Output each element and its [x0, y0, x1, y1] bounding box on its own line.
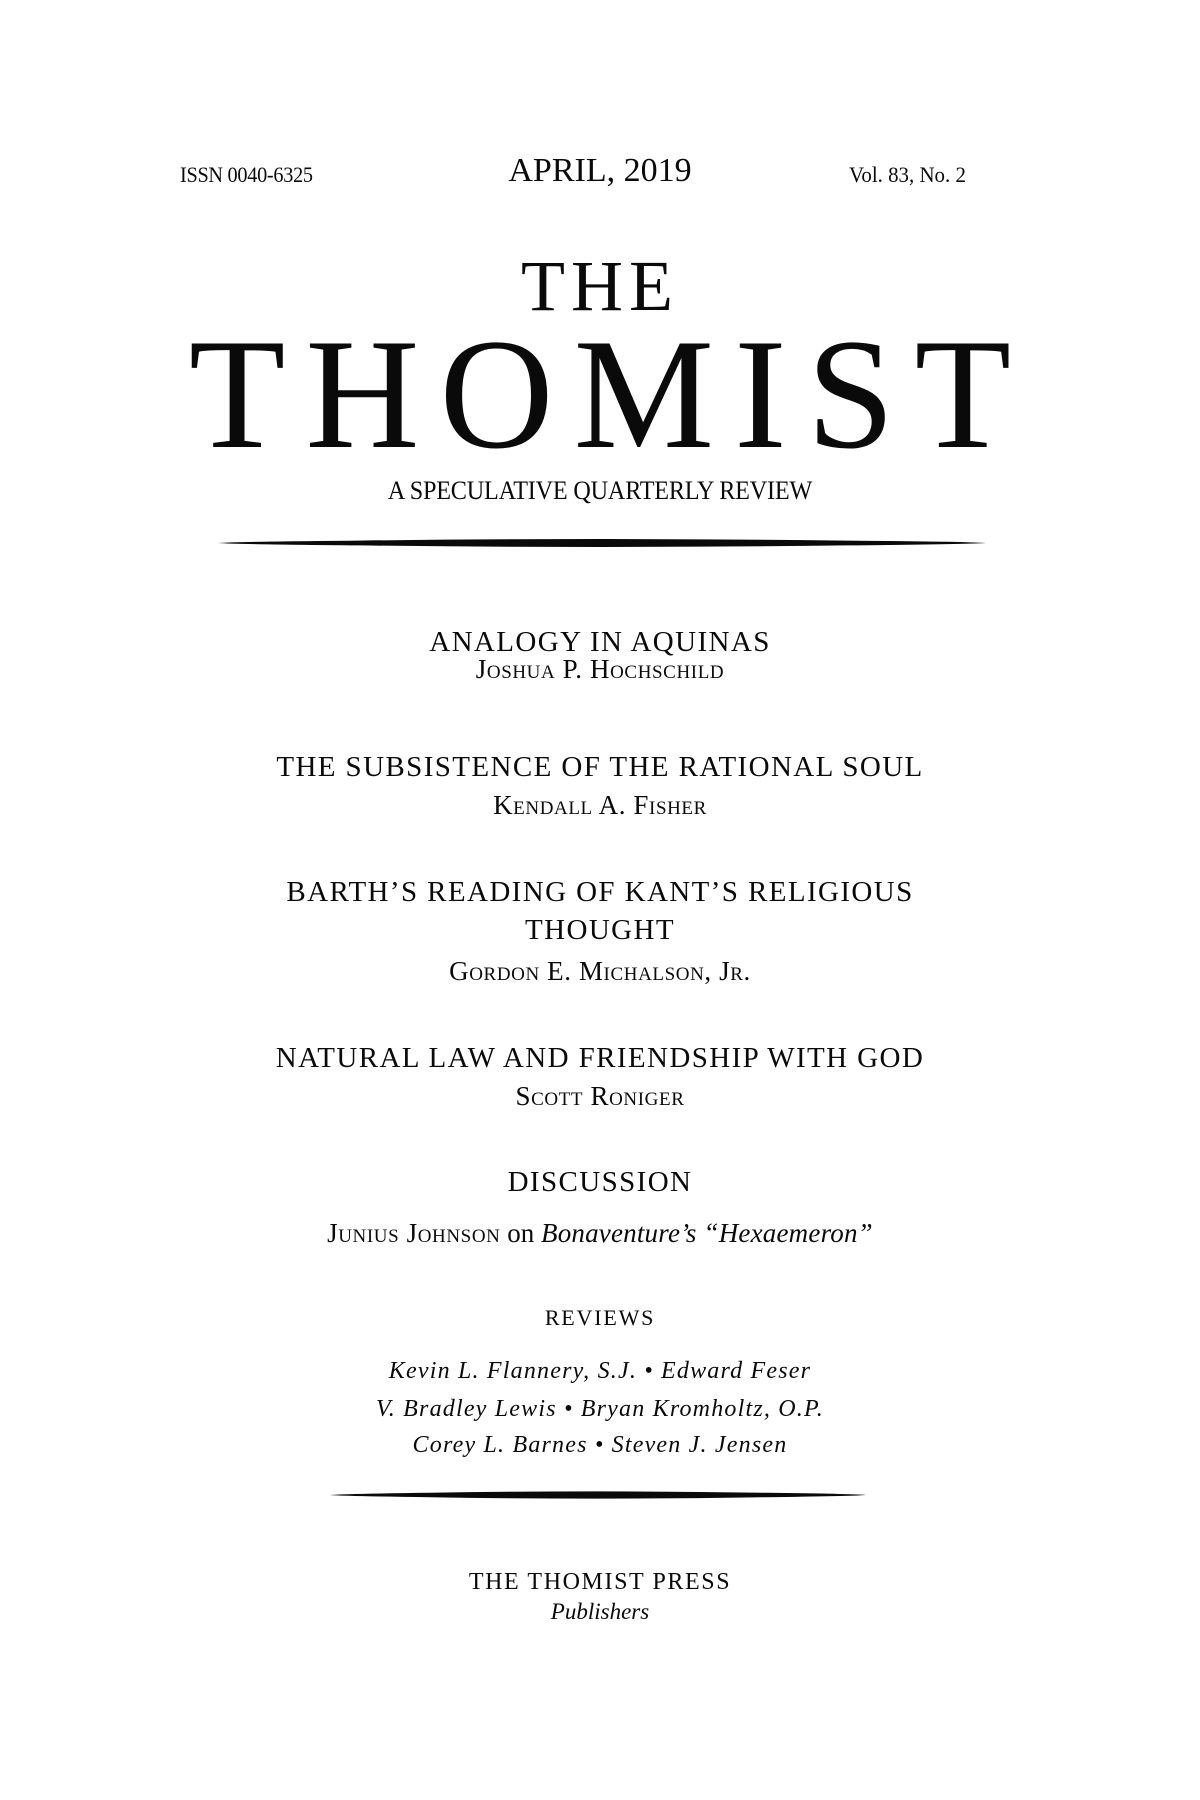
discussion-connector: on — [500, 1218, 541, 1248]
masthead-subtitle: A SPECULATIVE QUARTERLY REVIEW — [387, 476, 813, 505]
volume-number: Vol. 83, No. 2 — [849, 162, 966, 187]
publisher-role: Publishers — [550, 1599, 650, 1624]
article-author: Gordon E. Michalson, Jr. — [449, 956, 751, 986]
reviews-heading: REVIEWS — [544, 1305, 656, 1330]
discussion-work: Bonaventure’s “Hexaemeron” — [541, 1218, 873, 1248]
article-title: ANALOGY IN AQUINAS — [429, 626, 771, 658]
publisher-name: THE THOMIST PRESS — [468, 1569, 732, 1595]
discussion-line — [0, 1220, 1200, 1247]
article-author: Kendall A. Fisher — [493, 790, 707, 820]
masthead-the: THE — [521, 246, 679, 326]
discussion-author: Junius Johnson — [327, 1218, 501, 1248]
masthead-title: THOMIST — [188, 307, 1032, 482]
article-title-continued: THOUGHT — [525, 914, 675, 946]
discussion-heading: DISCUSSION — [507, 1166, 693, 1198]
bottom-divider-rule — [330, 1489, 866, 1501]
reviewers-line: V. Bradley Lewis • Bryan Kromholtz, O.P. — [376, 1396, 824, 1422]
reviewers-line: Kevin L. Flannery, S.J. • Edward Feser — [388, 1358, 812, 1384]
reviewers-line: Corey L. Barnes • Steven J. Jensen — [412, 1432, 788, 1458]
issue-date: APRIL, 2019 — [508, 152, 692, 189]
top-divider-rule — [218, 537, 986, 549]
article-title: NATURAL LAW AND FRIENDSHIP WITH GOD — [275, 1042, 925, 1074]
article-title: BARTH’S READING OF KANT’S RELIGIOUS — [286, 876, 914, 908]
article-title: THE SUBSISTENCE OF THE RATIONAL SOUL — [276, 751, 924, 783]
article-author: Joshua P. Hochschild — [475, 654, 725, 684]
issn: ISSN 0040-6325 — [180, 162, 313, 187]
article-author: Scott Roniger — [515, 1081, 685, 1111]
